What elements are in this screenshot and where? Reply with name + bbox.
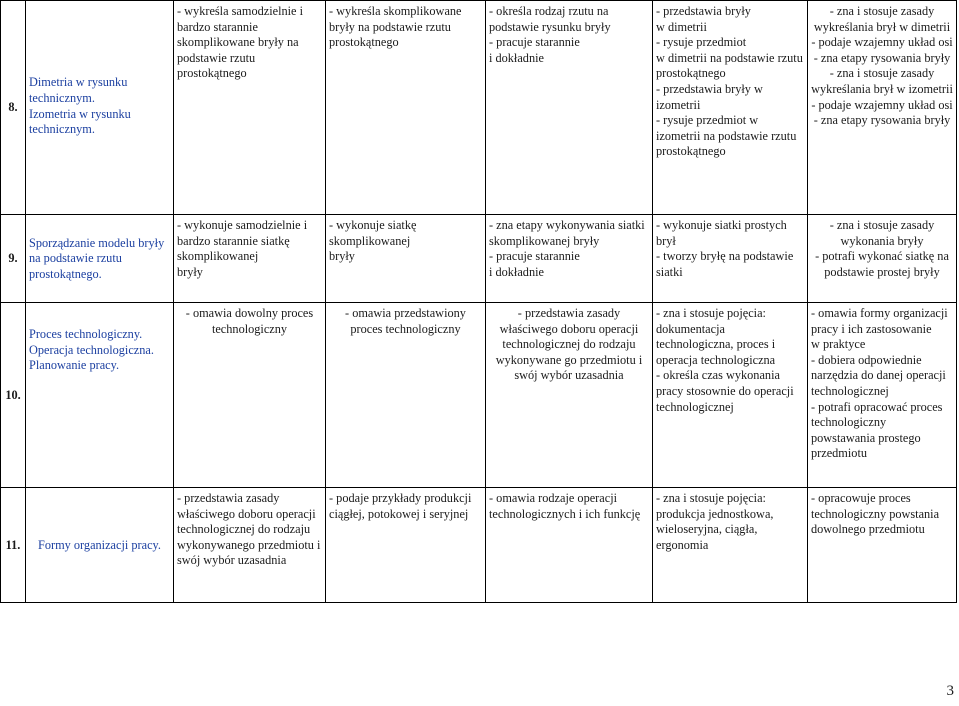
requirement-cell-5: - zna i stosuje zasady wykreślania brył w dimetrii - podaje wzajemny układ osi - zna etapy rysowania bryły - zna i stosuje zasady wykreślania brył w izometrii - podaje wzajemny układ osi - zna etapy rysowania bryły <box>808 1 957 215</box>
requirement-cell-5: - opracowuje proces technologiczny powstania dowolnego przedmiotu <box>808 488 957 603</box>
requirement-cell-2: - wykreśla skomplikowane bryły na podstawie rzutu prostokątnego <box>326 1 486 215</box>
table-row-9 <box>1 215 957 303</box>
topic-cell: Sporządzanie modelu bryły na podstawie rzutu prostokątnego. <box>26 215 174 303</box>
requirement-cell-4: - wykonuje siatki prostych brył - tworzy bryłę na podstawie siatki <box>653 215 808 303</box>
requirement-cell-2: - podaje przykłady produkcji ciągłej, potokowej i seryjnej <box>326 488 486 603</box>
requirement-cell-1: - wykreśla samodzielnie i bardzo starannie skomplikowane bryły na podstawie rzutu prostokątnego <box>174 1 326 215</box>
requirement-cell-1: - przedstawia zasady właściwego doboru operacji technologicznej do rodzaju wykonywanego przedmiotu i swój wybór uzasadnia <box>174 488 326 603</box>
requirement-cell-3: - przedstawia zasady właściwego doboru operacji technologicznej do rodzaju wykonywane go przedmiotu i swój wybór uzasadnia <box>486 303 653 488</box>
requirement-cell-4: - przedstawia bryły w dimetrii - rysuje przedmiot w dimetrii na podstawie rzutu prostokątnego - przedstawia bryły w izometrii - rysuje przedmiot w izometrii na podstawie rzutu prostokątnego <box>653 1 808 215</box>
table-row-8 <box>1 1 957 215</box>
requirement-cell-3: - omawia rodzaje operacji technologicznych i ich funkcję <box>486 488 653 603</box>
row-number: 10. <box>1 303 26 488</box>
page-number: 3 <box>946 683 954 699</box>
table-row-10 <box>1 303 957 488</box>
requirement-cell-4: - zna i stosuje pojęcia: produkcja jednostkowa, wieloseryjna, ciągła, ergonomia <box>653 488 808 603</box>
requirement-cell-5: - zna i stosuje zasady wykonania bryły - potrafi wykonać siatkę na podstawie prostej bryły <box>808 215 957 303</box>
topic-cell: Formy organizacji pracy. <box>26 488 174 603</box>
row-number: 8. <box>1 1 26 215</box>
row-number: 11. <box>1 488 26 603</box>
requirement-cell-4: - zna i stosuje pojęcia: dokumentacja technologiczna, proces i operacja technologiczna - określa czas wykonania pracy stosownie do operacji technologicznej <box>653 303 808 488</box>
requirement-cell-1: - wykonuje samodzielnie i bardzo starannie siatkę skomplikowanej bryły <box>174 215 326 303</box>
requirement-cell-1: - omawia dowolny proces technologiczny <box>174 303 326 488</box>
requirement-cell-5: - omawia formy organizacji pracy i ich zastosowanie w praktyce - dobiera odpowiednie narzędzia do danej operacji technologicznej - potrafi opracować proces technologiczny powstawania prostego przedmiotu <box>808 303 957 488</box>
topic-cell: Dimetria w rysunku technicznym. Izometria w rysunku technicznym. <box>26 1 174 215</box>
topic-cell: Proces technologiczny. Operacja technologiczna. Planowanie pracy. <box>26 303 174 488</box>
requirement-cell-2: - wykonuje siatkę skomplikowanej bryły <box>326 215 486 303</box>
table-row-11 <box>1 488 957 603</box>
requirement-cell-2: - omawia przedstawiony proces technologiczny <box>326 303 486 488</box>
requirement-cell-3: - zna etapy wykonywania siatki skomplikowanej bryły - pracuje starannie i dokładnie <box>486 215 653 303</box>
row-number: 9. <box>1 215 26 303</box>
requirement-cell-3: - określa rodzaj rzutu na podstawie rysunku bryły - pracuje starannie i dokładnie <box>486 1 653 215</box>
